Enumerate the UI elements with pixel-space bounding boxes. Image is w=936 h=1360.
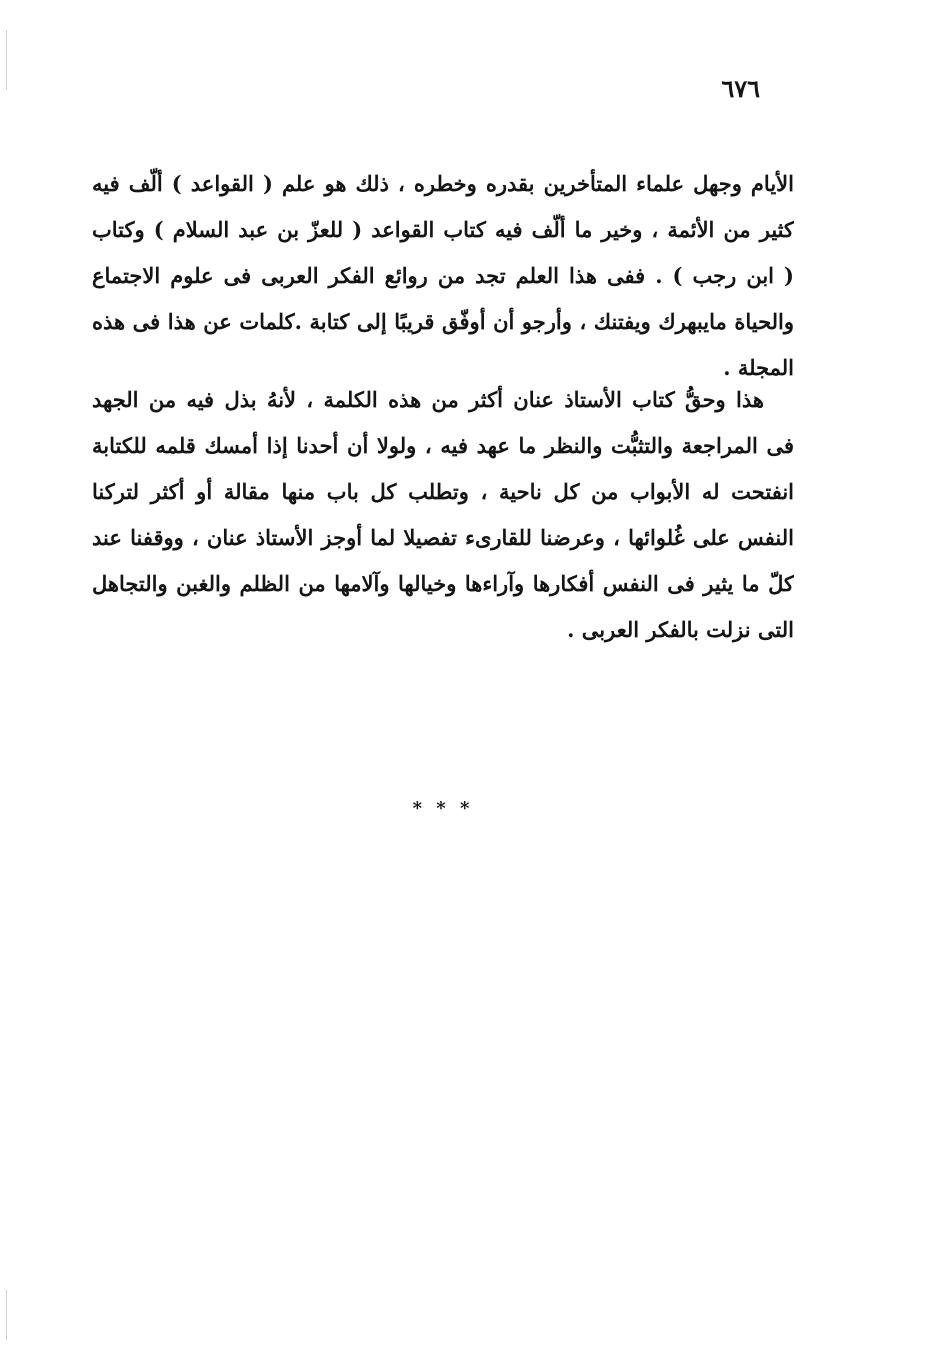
paragraph-1-line-5: المجلة .	[723, 355, 794, 380]
paragraph-1	[92, 161, 794, 391]
scan-edge-mark-bottom	[6, 1290, 7, 1340]
paragraph-2-line-6: التى نزلت بالفكر العربى .	[567, 617, 794, 642]
paragraph-1-line-4: والحياة مايبهرك ويفتنك ، وأرجو أن أوفّق قريبًا إلى كتابة .كلمات عن هذا فى هذه	[92, 309, 794, 334]
paragraph-2-line-3: انفتحت له الأبواب من كل ناحية ، وتطلب كل باب منها مقالة أو أكثر لتركنا	[92, 479, 794, 504]
paragraph-2-line-4: النفس على غُلوائها ، وعرضنا للقارىء تفصيلا لما أوجز الأستاذ عنان ، ووقفنا عند	[92, 525, 794, 550]
paragraph-2	[92, 377, 794, 653]
section-separator: * * *	[412, 798, 474, 819]
paragraph-1-line-2: كثير من الأئمة ، وخير ما ألّف فيه كتاب القواعد ( للعزّ بن عبد السلام ) وكتاب	[92, 217, 794, 242]
paragraph-2-line-2: فى المراجعة والتثبُّت والنظر ما عهد فيه ، ولولا أن أحدنا إذا أمسك قلمه للكتابة	[92, 433, 794, 458]
scan-edge-mark-top	[6, 30, 7, 90]
paragraph-1-line-1: الأيام وجهل علماء المتأخرين بقدره وخطره ، ذلك هو علم ( القواعد ) ألّف فيه	[92, 171, 794, 196]
paragraph-1-line-3: ( ابن رجب ) . ففى هذا العلم تجد من روائع الفكر العربى فى علوم الاجتماع	[92, 263, 794, 288]
paragraph-2-line-1: هذا وحقُّ كتاب الأستاذ عنان أكثر من هذه الكلمة ، لأنهُ بذل فيه من الجهد	[92, 387, 764, 412]
paragraph-2-line-5: كلّ ما يثير فى النفس أفكارها وآراءها وخيالها وآلامها من الظلم والغبن والتجاهل	[92, 571, 794, 596]
page-number: ٦٧٦	[721, 74, 760, 103]
